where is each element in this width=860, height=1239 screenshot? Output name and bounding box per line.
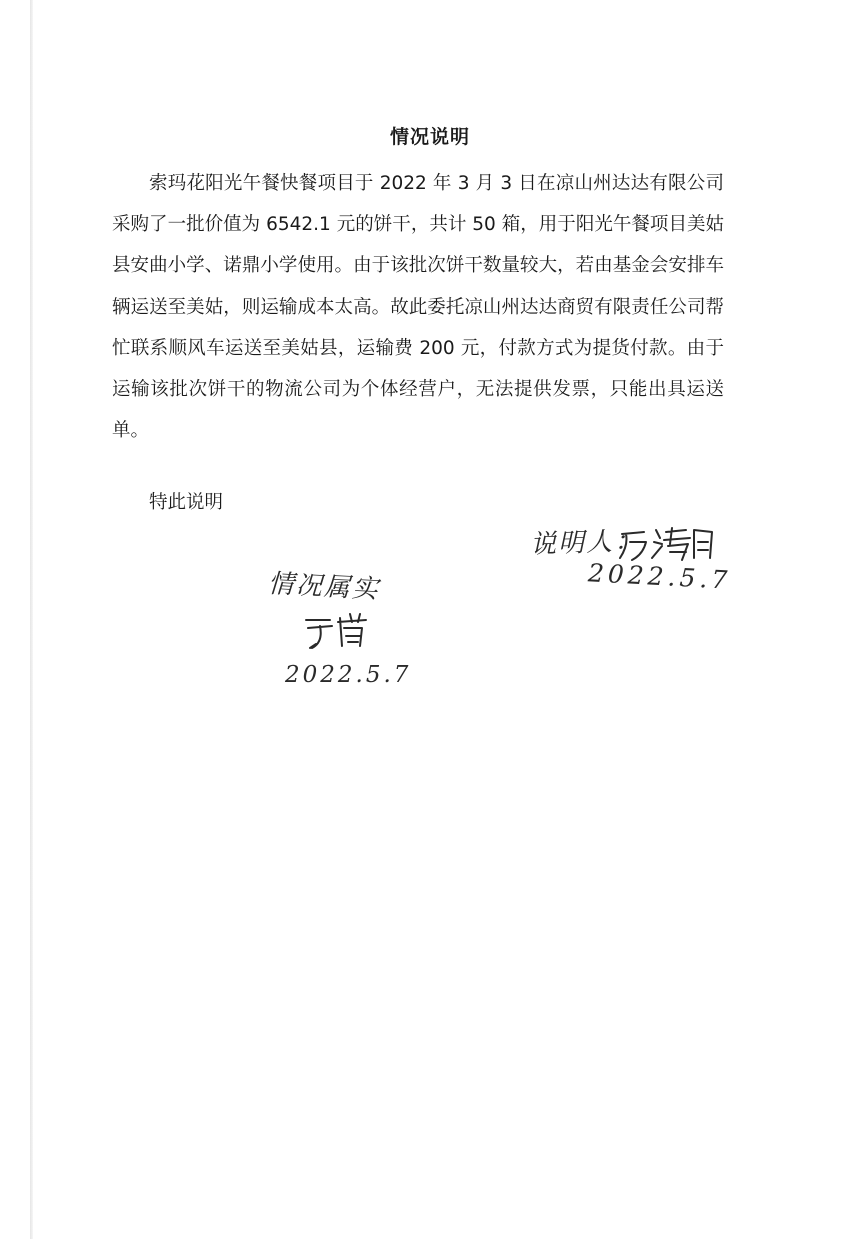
verification-date: 2022.5.7 bbox=[285, 662, 412, 688]
verifier-signature bbox=[302, 612, 372, 652]
explainer-date: 2022.5.7 bbox=[587, 558, 732, 595]
document-body: 索玛花阳光午餐快餐项目于 2022 年 3 月 3 日在凉山州达达有限公司采购了一批价值为 6542.1 元的饼干，共计 50 箱，用于阳光午餐项目美姑县安曲小学、诺鼎小学使用。由于该批次饼干数量较大，若由基金会安排车辆运送至美姑，则运输成本太高。故此委托凉山州达达商贸有限责任公司帮忙联系顺风车运送至美姑县，运输费 200 元，付款方式为提货付款。由于运输该批次饼干的物流公司为个体经营户，无法提供发票，只能出具运送单。 bbox=[112, 173, 724, 442]
document-title: 情况说明 bbox=[389, 126, 470, 148]
explainer-signature bbox=[616, 524, 716, 564]
explainer-label: 说明人： bbox=[529, 526, 643, 560]
closing-line: 特此说明 bbox=[149, 492, 224, 513]
verification-note: 情况属实 bbox=[267, 569, 381, 605]
